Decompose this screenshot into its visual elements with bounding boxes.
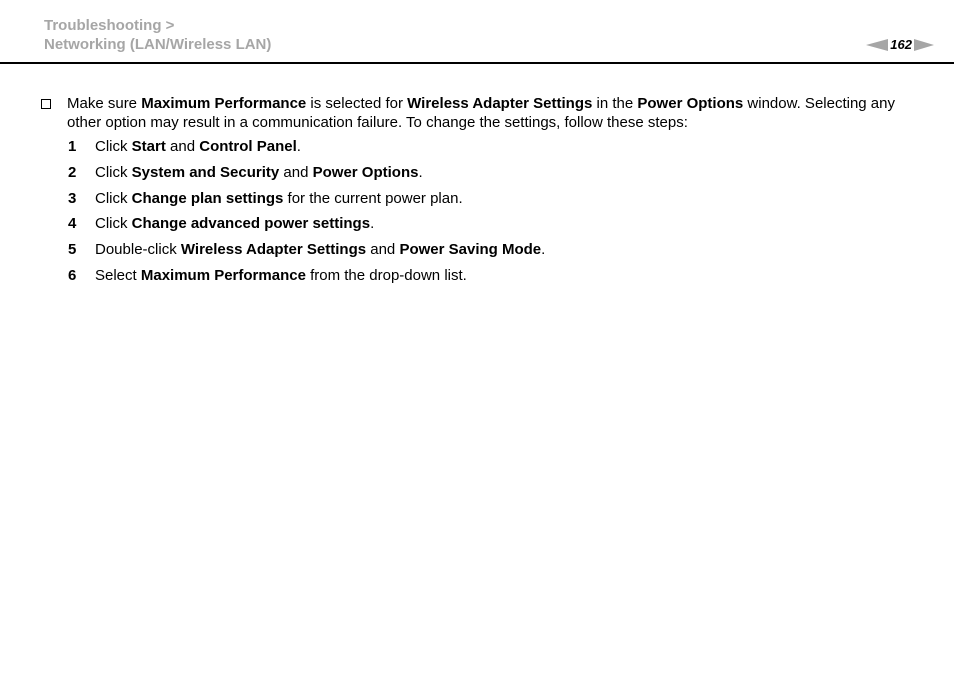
step-item [68, 214, 920, 233]
steps-list [40, 137, 920, 285]
breadcrumb [44, 16, 271, 54]
bullet-item [40, 94, 920, 132]
intro-text: is selected for [306, 95, 408, 112]
main-content [40, 94, 920, 292]
step-number: 1 [68, 138, 77, 155]
step-number: 6 [68, 266, 77, 284]
step-item [68, 163, 920, 182]
intro-text: window. Selecting any other option may result in a communication failure. To change the settings, follow these steps: [67, 95, 895, 131]
page-number: 162 [890, 37, 912, 52]
step-number: 3 [68, 189, 77, 207]
bullet-checkbox-icon [41, 99, 51, 109]
step-number: 4 [68, 215, 77, 233]
page-navigation [866, 36, 934, 54]
breadcrumb-section: Troubleshooting > [44, 17, 175, 34]
previous-page-icon[interactable] [866, 39, 888, 51]
intro-bold: Maximum Performance [141, 95, 307, 112]
step-text: Double-click Wireless Adapter Settings and Power Saving Mode. [95, 241, 546, 259]
intro-bold: Power Options [637, 95, 744, 112]
step-text: Select Maximum Performance from the drop-down list. [95, 266, 467, 284]
intro-text: in the [592, 95, 638, 112]
step-text: Click Change advanced power settings. [95, 215, 375, 233]
intro-bold: Wireless Adapter Settings [407, 95, 593, 112]
header-divider [0, 62, 954, 64]
step-text: Click System and Security and Power Options. [95, 163, 423, 181]
step-text: Click Change plan settings for the current power plan. [95, 189, 463, 207]
step-item [68, 266, 920, 285]
step-number: 5 [68, 241, 77, 259]
intro-text: Make sure [67, 95, 142, 112]
step-item [68, 137, 920, 156]
step-item [68, 240, 920, 259]
intro-paragraph [67, 94, 920, 132]
step-text: Click Start and Control Panel. [95, 138, 301, 155]
breadcrumb-page: Networking (LAN/Wireless LAN) [44, 36, 272, 53]
step-number: 2 [68, 163, 77, 181]
next-page-icon[interactable] [914, 39, 934, 51]
step-item [68, 189, 920, 208]
